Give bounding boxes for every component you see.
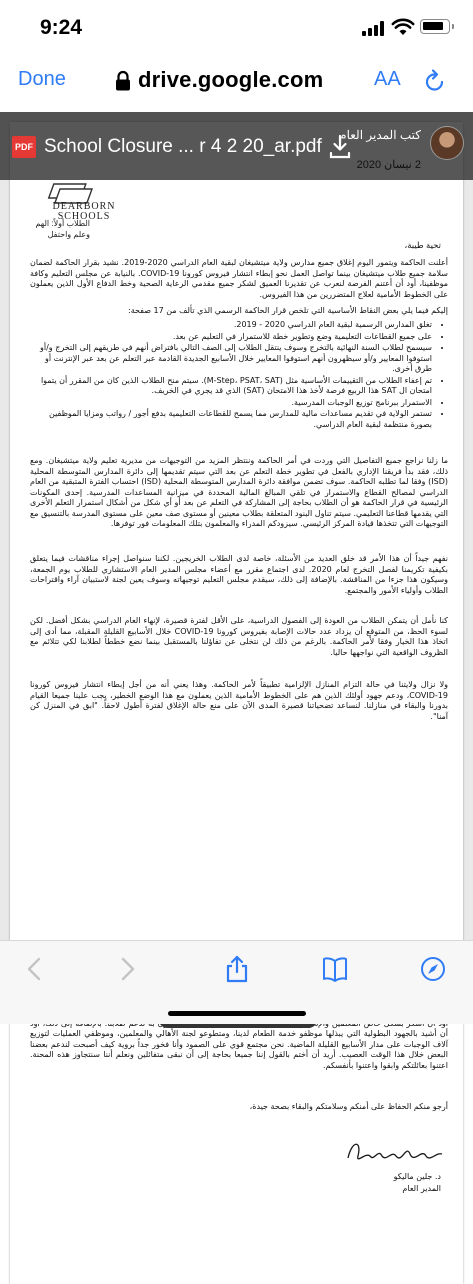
paragraph-thanks: أن أشيد بالجهود البطولية التي يبذلها موظفو خدمة الطعام لدينا، ومتطوعو لجنة الأهالي والمعلمين، وموظفي العمليات لتوزيع آلاف الوجبات على مدار الأسابيع القليلة الماضية. نحن مجتمع قوي على الصمود وأنا فخور جداً بروية كيف أصبحت لندعم بعضنا البعض خلال هذا الوقت العصيب. أريد أن أختم بالقول إننا جميعا بحاجة إلى أن نبقى متفائلين ونعلم أننا سنتجاوز هذه المحنة. اعتنوا بعائلتكم وابقوا واعتنوا بأنفسكم.: [30, 1029, 448, 1070]
signer-name: د. جلين ماليكو: [393, 1172, 441, 1181]
text-size-button[interactable]: AA: [374, 68, 401, 90]
done-button[interactable]: Done: [18, 68, 66, 90]
list-item: • الاستمرار ببرنامج توزيع الوجبات المدرسية.: [30, 398, 432, 409]
pdf-page-1: [10, 122, 463, 977]
paragraph-intro: أعلنت الحاكمة ويتمور اليوم إغلاق جميع مدارس ولاية ميتشيغان لبقية العام الدراسي 2020-2019. نشيد بقرار الحاكمة لضمان سلامة جميع طلاب ميتشيغان بينما تواصل العمل نحو إبطاء انتشار فيروس كورونا COVID-19. بالنيابة عن مجلس التعليم وكافة موظفينا، أود أن أعتنم الفرصة لنعرب عن تقديرنا العميق لشكر جميع مقدمي الرعاية الصحية وخط الدفاع الأول الذين يعملون على الخطوط الأمامية لعلاج المتضررين من هذا الفيروس.: [30, 258, 449, 299]
bullet-list: [30, 320, 448, 431]
url-text[interactable]: drive.google.com: [138, 67, 324, 92]
list-item: • تم إعفاء الطلاب من التقييمات الأساسية مثل (M-Step، PSAT، SAT). سيتم منح الطلاب الذين كان من المقرر أن يتموا امتحان ال SAT هذا الربيع فرصة لأخذ هذا الامتحان (SAT) الذي قد يجري في الخريف.: [30, 376, 432, 397]
pdf-page-2: [10, 984, 463, 1284]
compass-icon[interactable]: [420, 955, 446, 983]
pdf-viewer[interactable]: [0, 112, 473, 1193]
document-title: School Closure ... r 4 2 20_ar.pdf: [44, 136, 322, 157]
paragraph-graduation: نفهم جيداً أن هذا الأمر قد خلق العديد من الأسئلة، خاصة لدى الطلاب الخريجين. لكننا سنواصل إجراء مناقشات فيما يتعلق بكيفية تكريمنا لفصل التخرج لعام 2020. لدى اجتماع مقرر مع أعضاء مجلس المدير العام الاستشاري للطلاب يوم الجمعة، وسيكون هذا جزءا من المناقشة. بالإضافة إلى ذلك، سيقدم مجلس التعليم توجيهاته وسوف يعين لجنة لاستبيان آراء واقتراحات الطلاب وأولياء الأمور والمجتمع.: [30, 554, 448, 595]
status-time: 9:24: [40, 16, 83, 39]
signer-title: المدير العام: [402, 1184, 441, 1193]
bookmarks-icon[interactable]: [322, 955, 348, 983]
author-name: كتب المدير العام: [339, 128, 421, 142]
pdf-file-icon: PDF: [12, 136, 36, 158]
paragraph-closing: أرجو منكم الحفاظ على أمنكم وسلامتكم والبقاء بصحة جيدة،: [249, 1102, 448, 1111]
browser-bar: [0, 56, 473, 112]
document-date: 2 نيسان 2020: [356, 159, 421, 171]
back-icon[interactable]: [22, 955, 48, 983]
list-item: • تستمر الولاية في تقديم مساعدات مالية للمدارس مما يسمح للقطاعات التعليمية بدفع أجور / رواتب ومزايا الموظفين بصورة منتظمة لبقية العام الدراسي.: [30, 409, 432, 430]
list-item: • على جميع القطاعات التعليمية وضع وتطوير خطة للاستمرار في التعليم عن بعد.: [30, 332, 432, 343]
wifi-icon: [392, 18, 414, 36]
battery-icon: [420, 19, 450, 34]
paragraph-stay-home: ولا نزال ولايتنا في حالة التزام المنازل الإلزامية تطبيقاً لأمر الحاكمة. وهذا يعني أنه من أجل إبطاء انتشار فيروس كورونا COVID-19، ودعم جهود أولئك الذين هم على الخطوط الأمامية الذين يعملون مع هذا الوضع الخطير، يجب علينا جميعا القيام بدورنا والبقاء في منازلنا. لنساعد تضحياتنا قصيرة المدى الآن على منع حالة الإغلاق لفترة أطول لاحقاً. "ابق في المنزل كن آمنا".: [30, 680, 448, 721]
list-item: • تغلق المدارس الرسمية لبقية العام الدراسي 2020 - 2019.: [30, 320, 432, 331]
avatar: [430, 126, 464, 160]
status-bar: [0, 0, 473, 56]
logo-text: DEARBORN SCHOOLS: [52, 201, 116, 222]
document-header: [0, 112, 473, 180]
paragraph-outlook: كنا نأمل أن يتمكن الطلاب من العودة إلى الفصول الدراسية، على الأقل لفترة قصيرة، لإنهاء العام الدراسي بشكل أفضل. لكن لسوء الحظ، من المتوقع أن يزداد عدد حالات الإصابة بفيروس كورونا COVID-19 خلال الأسابيع القليلة المقبلة، مما أدى إلى اتخاذ هذا الخيار وفقا لأمر الحاكمة. بالرغم من ذلك لن نتخلى عن تفاؤلنا بالمستقبل بينما نضع خططاً لطلابنا لكي تتلائم مع الظروف الواقعية التي نواجهها حاليا.: [30, 616, 448, 657]
signature-icon: [340, 1134, 450, 1174]
bottom-toolbar: [0, 940, 473, 1024]
paragraph-summary-lead: إليكم فيما يلي بعض النقاط الأساسية التي تلخص قرار الحاكمة الرسمي الذي تألف من 17 صفحة:: [128, 306, 448, 315]
list-item: • سيسمح لطلاب السنة النهائية بالتخرج وسوف ينتقل الطلاب إلى الصف التالي بافتراض أنهم في طريقهم إلى التخرج و/أو استوفوا المعايير و/أو سيظهرون أنهم استوفوا المعايير خلال الأسابيع الجديدة القادمة عبر التعلم عن بعد عبر الإنترنت أو طرق أخرى.: [30, 343, 432, 375]
lock-icon: [114, 70, 132, 92]
home-indicator: [168, 1011, 306, 1016]
forward-icon[interactable]: [114, 955, 140, 983]
reload-icon[interactable]: [424, 68, 446, 92]
paragraph-review: ما زلنا نراجع جميع التفاصيل التي وردت في أمر الحاكمة وننتظر المزيد من التوجيهات من مديرية تعليم ولاية ميتشيغان. ومع ذلك، فقد بدأ فريقنا الإداري بالفعل في تطوير خطة التعلم عن بعد التي سيتم تقديمها إلى دائرة المدارس المتوسطة المحلية (ISD) وفقا لما تطلبه الحاكمة. سوف تضمن موافقة دائرة المدارس المتوسطة المحلية (ISD) احتساب الفترة المتبقية من العام الدراسي لمصالح القطاع والاستمرار في تلقي المبالغ المالية المحددة في ميزانية المساعدات المدرسية. إحدى المكونات الرئيسية في قرار الحاكمة هو أن الطلاب بحاجة إلى المشاركة في التعلم عن بعد أو أي شكل من أشكال استمرار التعلم الأخرى التي يقدمها قطاعنا التعليمي. سيتم تناول البنود المتعلقة بطلاب معينين أو مستوى صف معين على مستوى المدرسة بالتنسيق مع التوجيهات التي تتخذها قيادة المركز الرئيسي. سيزودكم المدراء والمعلمون بتلك المعلومات فور توفرها.: [30, 456, 448, 528]
share-icon[interactable]: [224, 955, 250, 983]
motto-text: الطلاب أولاً: الهم وعلم واحتفل: [35, 219, 90, 239]
cellular-signal-icon: [362, 20, 386, 36]
greeting: تحية طيبة،: [404, 240, 441, 250]
